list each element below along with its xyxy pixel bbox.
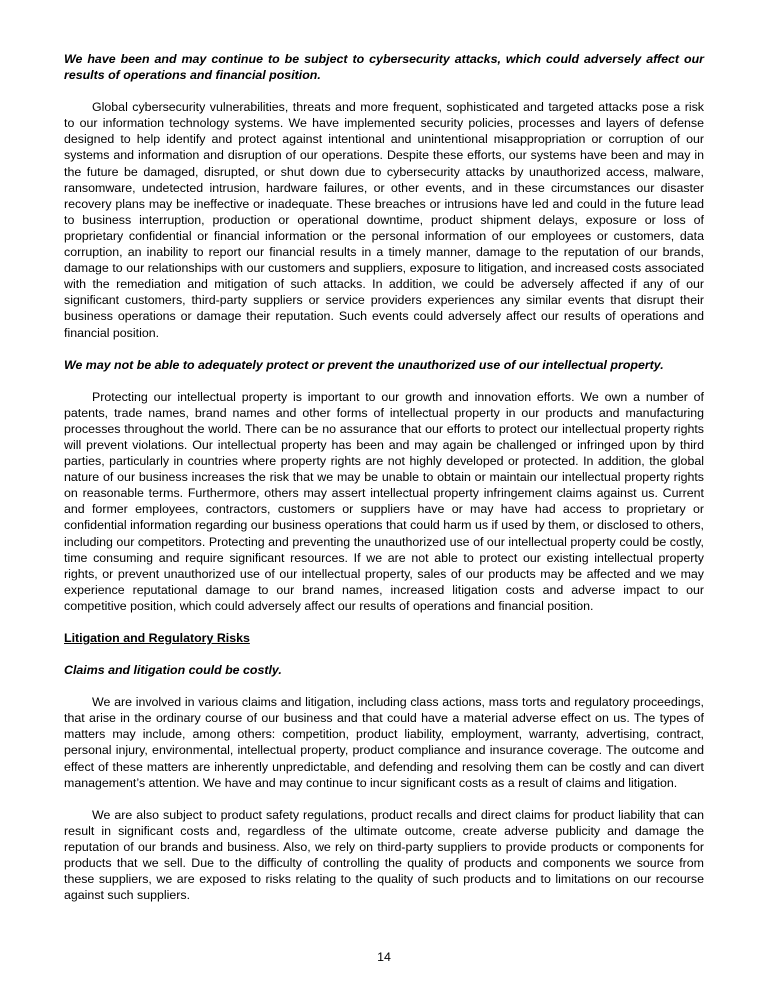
heading-intellectual-property-risk: We may not be able to adequately protect or prevent the unauthorized use of our intellectual property. [64,357,664,372]
heading-litigation-regulatory-risks: Litigation and Regulatory Risks [64,631,250,645]
page-number: 14 [377,950,391,964]
paragraph-product-safety: We are also subject to product safety regulations, product recalls and direct claims for product liability that can result in significant costs and, regardless of the ultimate outcome, create adverse publicity and damage the reputation of our brands and business. Also, we rely on third-party suppliers to provide products or components for products that we sell. Due to the difficulty of controlling the quality of products and components we source from these suppliers, we are exposed to risks relating to the quality of such products and to limitations on our recourse against such suppliers. [64,807,704,903]
paragraph-claims-litigation: We are involved in various claims and litigation, including class actions, mass torts and regulatory proceedings, that arise in the ordinary course of our business and that could have a material adverse effect on us. The types of matters may include, among others: competition, product liability, employment, warranty, advertising, contract, personal injury, environmental, intellectual property, product compliance and insurance coverage. The outcome and effect of these matters are inherently unpredictable, and defending and resolving them can be costly and can divert management’s attention. We have and may continue to incur significant costs as a result of claims and litigation. [64,695,704,790]
heading-claims-litigation: Claims and litigation could be costly. [64,663,282,678]
heading-cybersecurity-risk: We have been and may continue to be subject to cybersecurity attacks, which could adversely affect our results of operations and financial position. [64,52,704,83]
paragraph-intellectual-property: Protecting our intellectual property is important to our growth and innovation efforts. We own a number of patents, trade names, brand names and other forms of intellectual property in our products and manufacturing processes throughout the world. There can be no assurance that our efforts to protect our intellectual property rights will prevent violations. Our intellectual property has been and may again be challenged or infringed upon by third parties, particularly in countries where property rights are not highly developed or protected. In addition, the global nature of our business increases the risk that we may be unable to obtain or maintain our intellectual property rights on reasonable terms. Furthermore, others may assert intellectual property infringement claims against us. Current and former employees, contractors, customers or suppliers have or may have had access to proprietary or confidential information regarding our business operations that could harm us if used by them, or disclosed to others, including our competitors. Protecting and preventing the unauthorized use of our intellectual property could be costly, time consuming and require significant resources. If we are not able to protect our existing intellectual property rights, or prevent unauthorized use of our intellectual property, sales of our products may be affected and we may experience reputational damage to our brand names, increased litigation costs and adverse impact to our competitive position, which could adversely affect our results of operations and financial position. [64,389,704,613]
paragraph-cybersecurity: Global cybersecurity vulnerabilities, threats and more frequent, sophisticated and targeted attacks pose a risk to our information technology systems. We have implemented security policies, processes and layers of defense designed to help identify and protect against intentional and unintentional misappropriation or corruption of our systems and information and disruption of our operations. Despite these efforts, our systems have been and may in the future be damaged, disrupted, or shut down due to cybersecurity attacks by unauthorized access, malware, ransomware, undetected intrusion, hardware failures, or other events, and in these circumstances our disaster recovery plans may be ineffective or inadequate. These breaches or intrusions have led and could in the future lead to business interruption, production or operational downtime, product shipment delays, exposure or loss of proprietary confidential or financial information or the personal information of our employees or customers, data corruption, an inability to report our financial results in a timely manner, damage to the reputation of our brands, damage to our relationships with our customers and suppliers, exposure to litigation, and increased costs associated with the remediation and mitigation of such attacks. In addition, we could be adversely affected if any of our significant customers, third-party suppliers or service providers experiences any similar events that disrupt their business operations or damage their reputation. Such events could adversely affect our results of operations and financial position. [64,100,704,340]
